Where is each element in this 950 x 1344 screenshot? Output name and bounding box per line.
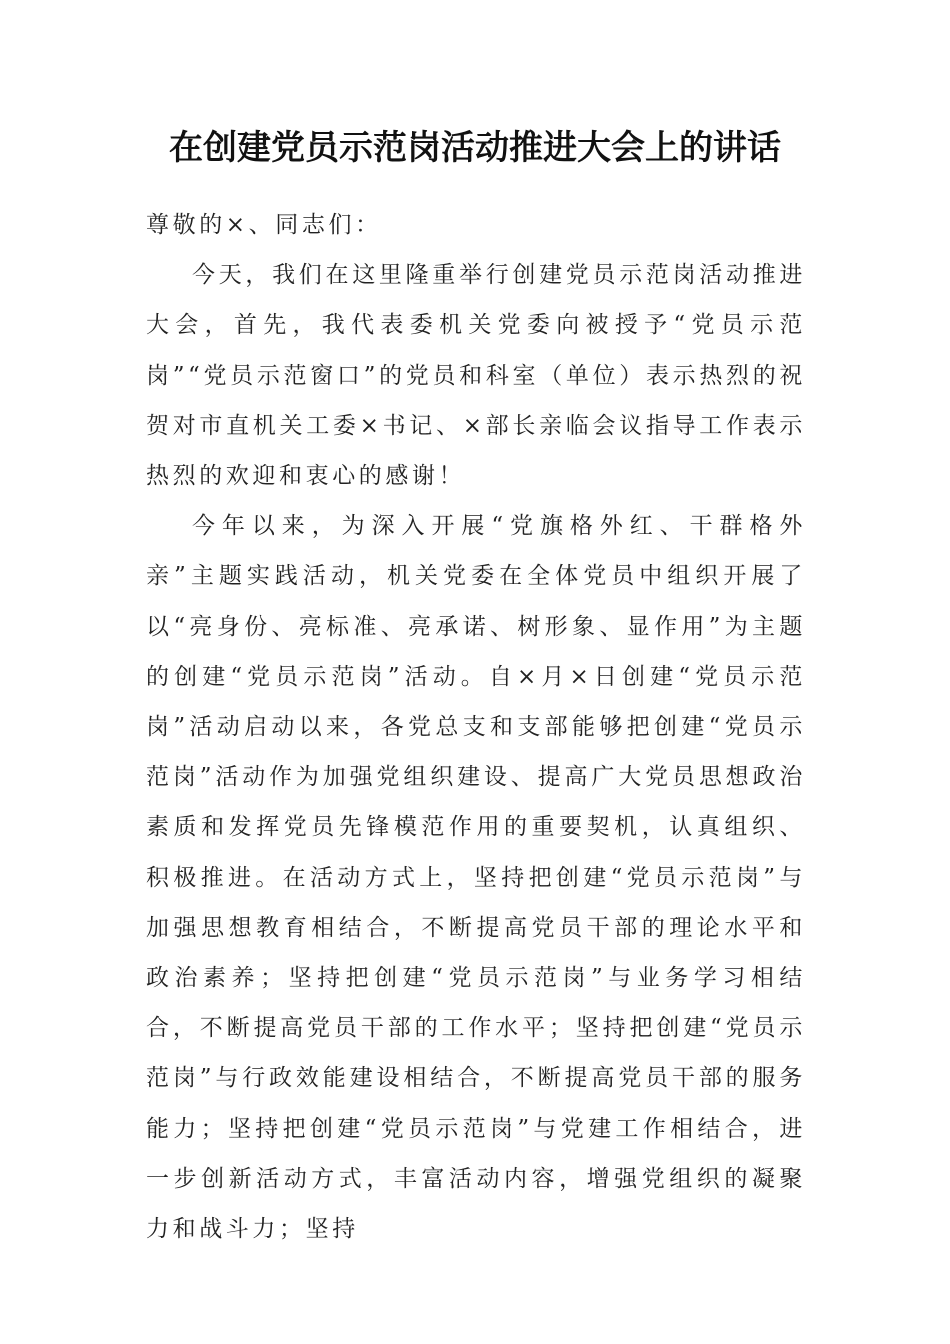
salutation: 尊敬的×、同志们： xyxy=(146,212,382,238)
paragraph-opening: 今天，我们在这里隆重举行创建党员示范岗活动推进大会，首先，我代表委机关党委向被授予“党员示范岗”“党员示范窗口”的党员和科室（单位）表示热烈的祝贺对市直机关工委×书记、×部长亲临会议指导工作表示热烈的欢迎和衷心的感谢！ xyxy=(146,262,806,490)
paragraph-activities: 今年以来，为深入开展“党旗格外红、干群格外亲”主题实践活动，机关党委在全体党员中组织开展了以“亮身份、亮标准、亮承诺、树形象、显作用”为主题的创建“党员示范岗”活动。自×月×日创建“党员示范岗”活动启动以来，各党总支和支部能够把创建“党员示范岗”活动作为加强党组织建设、提高广大党员思想政治素质和发挥党员先锋模范作用的重要契机，认真组织、积极推进。在活动方式上，坚持把创建“党员示范岗”与加强思想教育相结合，不断提高党员干部的理论水平和政治素养；坚持把创建“党员示范岗”与业务学习相结合，不断提高党员干部的工作水平；坚持把创建“党员示范岗”与行政效能建设相结合，不断提高党员干部的服务能力；坚持把创建“党员示范岗”与党建工作相结合，进一步创新活动方式，丰富活动内容，增强党组织的凝聚力和战斗力；坚持 xyxy=(146,513,806,1243)
document-body xyxy=(146,200,806,1254)
document-title: 在创建党员示范岗活动推进大会上的讲话 xyxy=(169,128,781,168)
